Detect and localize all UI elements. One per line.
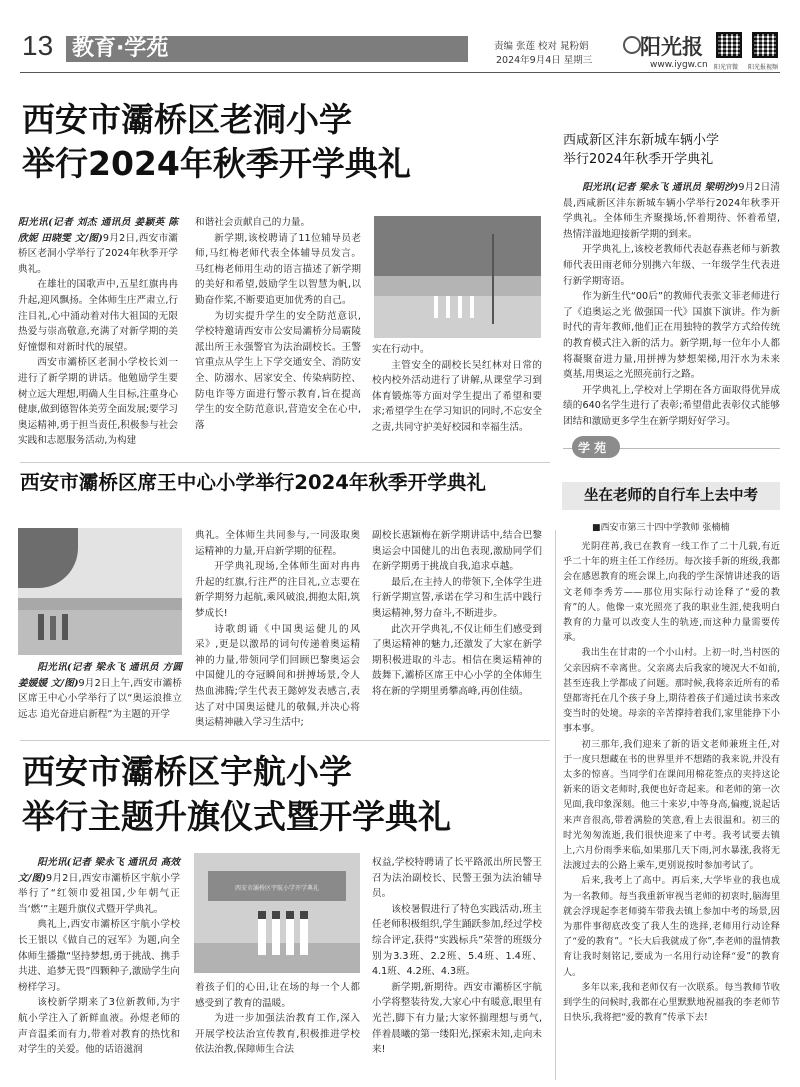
article1-col2 (195, 215, 361, 433)
article1-col1 (18, 215, 178, 449)
article3-para: 典礼上,西安市灞桥区宇航小学校长王银以《做自己的冠军》为题,向全体师生播撒“坚持梦想,勇于挑战、携手共进、追梦无畏”四颗种子,激励学生向榜样学习。 (18, 919, 180, 993)
essay-para: 初三那年,我们迎来了新的语文老师兼班主任,对于一度只想藏在书的世界里并不想踏的我来说,并没有太多的惊喜。当同学们在课间用棉花签点的夹持这论新来的语文老师时,我便也好奇起来。和老师的第一次见面,我印象深刻。他三十来岁,中等身高,偏瘦,说起话来声音很高,带着满脸的笑意,看上去很温和。初三的时光匆匆流逝,我们很快迎来了中考。我考试要去镇上,六月份雨季来临,如果那几天下雨,河水暴涨,我将无法渡过去的公路上乘车,更别说按时参加考试了。 (563, 738, 780, 872)
qr-code-video-icon (752, 32, 778, 58)
article2-para: 典礼。全体师生共同参与,一同汲取奥运精神的力量,开启新学期的征程。 (195, 530, 360, 557)
essay-body (563, 539, 780, 1026)
article2-para: 诗歌朗诵《中国奥运健儿的风采》,更是以激昂的词句传递着奥运精神的力量,带领同学们回顾巴黎奥运会中国健儿的夺冠瞬间和拼搏场景,令人热血沸腾;学生代表王懿婷发表感言,表达了对中国奥运健儿的敬佩,并决心将奥运精神融入学习生活中; (195, 623, 360, 729)
article1-para: 主管安全的副校长吴红林对日常的校内校外活动进行了讲解,从课堂学习到体育锻炼等方面对学生提出了希望和要求;希望学生在学习知识的同时,不忘安全之责,共同守护美好校园和幸福生活。 (372, 359, 542, 433)
article3-col3 (372, 855, 542, 1058)
article1-para: 为切实提升学生的安全防范意识,学校特邀请西安市公安局灞桥分局霸陵派出所王永强警官为法治副校长。王警官重点从学生上下学交通安全、消防安全、防溺水、居家安全、传染病防控、防电诈等方面进行警示教育,旨在提高学生的安全防范意识,营造安全在心中,落 (195, 310, 361, 431)
section-title: 教育·学苑 (72, 36, 169, 61)
page-header (0, 0, 800, 70)
right-article-para: 开学典礼上,该校老教师代表赵春燕老师与新教师代表田雨老师分别携六年级、一年级学生代表进行新学期寄语。 (563, 244, 780, 287)
article3-title-line1: 西安市灞桥区宇航小学 (22, 752, 352, 791)
header-rule (20, 72, 780, 73)
article2-photo (18, 528, 182, 655)
article2-lead: 9月2日上午,西安市灞桥区席王中心小学举行了以“奥运浪推立远志 追光奋进启新程”为主题的开学 (18, 677, 182, 720)
article3-para: 该校新学期来了3位新教师,为宇航小学注入了新鲜血液。孙煜老师的声音温柔而有力,带着对教育的热忱和对学生的关爱。他的话语滋润 (18, 997, 180, 1056)
right-article-para: 开学典礼上,学校对上学期在各方面取得优异成绩的640名学生进行了表彰;希望借此表彰仪式能够团结和激励更多学生在新学期好好学习。 (563, 384, 780, 427)
article2-col2 (195, 528, 360, 731)
website-link[interactable]: www.iygw.cn (650, 60, 708, 70)
article3-para: 为进一步加强法治教育工作,深入开展学校法治宣传教育,积极推进学校依法治教,保障师生合法 (195, 1013, 360, 1056)
right-article-para: 9月2日清晨,西咸新区沣东新城车辆小学举行2024年秋季开学典礼。全体师生齐聚操场,怀着期待、怀着希望,热情洋溢地迎接新学期的到来。 (563, 182, 780, 240)
paper-logo: 阳光报 (640, 34, 703, 59)
article2-col3 (372, 528, 542, 700)
right-article-byline: 阳光讯(记者 梁永飞 通讯员 梁明沙) (582, 182, 739, 193)
article1-byline: 阳光讯(记者 刘杰 通讯员 姜颖英 陈欣妮 田晓雯 文/图) (18, 217, 178, 244)
page-number: 13 (22, 30, 54, 61)
essay-para: 我出生在甘肃的一个小山村。上初一时,当村医的父亲因病不幸离世。父亲离去后我家的境况大不如前,甚至连我上学都成了问题。那时候,我将亲近所有的希望都寄托在几个孩子身上,期待着孩子们通过读书来改变当时的处境。母亲的辛苦撑持着我们,家里能挣下小事本事。 (563, 647, 780, 735)
article3-photo (194, 853, 360, 973)
article2-para: 开学典礼现场,全体师生面对冉冉升起的红旗,行注严的注目礼,立志要在新学期努力起航,乘风破浪,拥抱太阳,筑梦成长! (195, 561, 360, 619)
article3-para: 新学期,新期待。西安市灞桥区宇航小学将整装待发,大家心中有暖意,眼里有光芒,脚下有力量;大家怀揣理想与勇气,伴着晨曦的第一缕阳光,探索未知,走向未来! (372, 981, 542, 1056)
article3-col2 (195, 980, 360, 1058)
article3-col1 (18, 855, 180, 1058)
article1-para: 和谐社会贡献自己的力量。 (195, 217, 311, 228)
article2-para: 此次开学典礼,不仅让师生们感受到了奥运精神的魅力,还激发了大家在新学期积极进取的斗志。相信在奥运精神的鼓舞下,灞桥区席王中心小学的全体师生将在新的学期里勇攀高峰,再创佳绩。 (372, 623, 542, 697)
date-line: 2024年9月4日 星期三 (496, 55, 593, 66)
editors-line: 责编 张莲 校对 晁粉娟 (494, 41, 589, 52)
article2-para: 副校长惠颖梅在新学期讲话中,结合巴黎奥运会中国健儿的出色表现,激励同学们在新学期勇于挑战自我,追求卓越。 (372, 530, 542, 573)
essay-para: 后来,我考上了高中。再后来,大学毕业的我也成为一名教师。每当我重新审视当老师的初衷时,脑海里就会浮现起李老师骑车带我去镇上参加中考的场景,因为那件事彻底改变了我人生的选择,老师用行动诠释了“爱的教育”。“长大后我就成了你”,李老师的温情教育让我时刻铭记,要成为一名用行动诠释“爱”的教育人。 (563, 875, 780, 978)
article1-para: 在雄壮的国歌声中,五星红旗冉冉升起,迎风飘扬。全体师生庄严肃立,行注目礼,心中涌动着对伟大祖国的无限热爱与崇高敬意,充满了对新学期的美好憧憬和对新时代的展望。 (18, 279, 178, 353)
right-article-title-line2: 举行2024年秋季开学典礼 (563, 152, 714, 167)
article2-rule-top (20, 462, 550, 463)
article2-col1 (18, 660, 182, 722)
article1-title-line1: 西安市灞桥区老洞小学 (22, 100, 352, 139)
essay-title: 坐在老师的自行车上去中考 (584, 488, 758, 504)
article3-lead: 9月2日,西安市灞桥区宇航小学举行了“红领巾爱祖国,少年朝气正当‘燃’”主题升旗仪式暨开学典礼。 (18, 872, 181, 915)
essay-divider (555, 530, 556, 1080)
article3-para: 着孩子们的心田,让在场的每一个人都感受到了教育的温暖。 (195, 982, 360, 1009)
article1-col3 (372, 342, 542, 436)
article3-photo-banner: 西安市灞桥区宇航小学开学典礼 (234, 885, 319, 892)
article3-title-line2: 举行主题升旗仪式暨开学典礼 (22, 797, 451, 836)
article1-para: 西安市灞桥区老洞小学校长刘一进行了新学期的讲话。他勉励学生要树立远大理想,明确人生目标,注重身心健康,做到德智体美劳全面发展;要学习奥运精神,勇于担当责任,积极参与社会实践和志愿服务活动,为构建 (18, 357, 178, 447)
article3-byline: 阳光讯(记者 梁永飞 通讯员 高效 文/图) (18, 857, 180, 884)
article3-para: 权益,学校特聘请了长平路派出所民警王召为法治副校长、民警王强为法治辅导员。 (372, 857, 542, 900)
right-article-para: 作为新生代“00后”的教师代表张文菲老师进行了《追奥运之光 做强国一代》国旗下演讲。作为新时代的青年教师,他们正在用独特的教学方式给传统的教育模式注入新的活力。新学期,每一位年小人都将凝聚奋进力量,用拼搏为梦想架梯,用汗水为未来奠基,用奥运之光照亮前行之路。 (563, 291, 780, 381)
right-article-title-line1: 西咸新区沣东新城车辆小学 (563, 133, 720, 148)
article3-rule-top (20, 740, 550, 741)
article1-lead: 9月2日,西安市灞桥区老洞小学举行了2024年秋季开学典礼。 (18, 232, 178, 275)
essay-para: 多年以来,我和老师仅有一次联系。每当教师节收到学生的问候时,我都在心里默默地祝福我的李老师节日快乐,我将把“爱的教育”传承下去! (563, 981, 780, 1024)
column-badge-label: 学 苑 (578, 441, 607, 455)
article1-title-line2: 举行2024年秋季开学典礼 (22, 144, 411, 183)
article1-photo (374, 216, 541, 338)
qr-label-video: 阳光报视频 (748, 64, 779, 71)
article2-byline: 阳光讯(记者 梁永飞 通讯员 方圆 姜媛媛 文/图) (18, 662, 182, 689)
logo-sun-icon (623, 36, 641, 54)
qr-code-official-icon (716, 32, 742, 58)
qr-label-official: 阳光官微 (714, 64, 739, 71)
essay-para: 光阴荏苒,我已在教育一线工作了二十几载,有近乎二十年的班主任工作经历。每次接手新的班级,我都会在感恩教育的班会课上,向我的学生深情讲述我的语文老师李秀芳——那位用实际行动诠释了“爱的教育”的人。他像一束光照亮了我的职业生涯,使我明白教育的力量可以改变人生的轨迹,而这种力量需要传承。 (563, 541, 780, 644)
article3-para: 该校暑假进行了特色实践活动,班主任老师积极组织,学生踊跃参加,经过学校综合评定,获得“实践标兵”荣誉的班级分别为3.3班、2.2班、5.4班、1.4班、4.1班、4.2班、4.3班。 (372, 903, 542, 978)
right-article-body (563, 180, 780, 430)
essay-author: ■西安市第三十四中学教师 张楠楠 (592, 523, 730, 533)
article1-para: 新学期,该校聘请了11位辅导员老师,马红梅老师代表全体辅导员发言。马红梅老师用生动的语言描述了新学期的美好和希望,鼓励学生以智慧为帆,以勤奋作桨,不断要追更加优秀的自己。 (195, 232, 361, 306)
article1-para: 实在行动中。 (372, 344, 430, 355)
article2-title: 西安市灞桥区席王中心小学举行2024年秋季开学典礼 (20, 471, 487, 494)
article2-para: 最后,在主持人的带领下,全体学生进行新学期宣誓,承诺在学习和生活中践行奥运精神,努力奋斗,不断进步。 (372, 576, 542, 619)
